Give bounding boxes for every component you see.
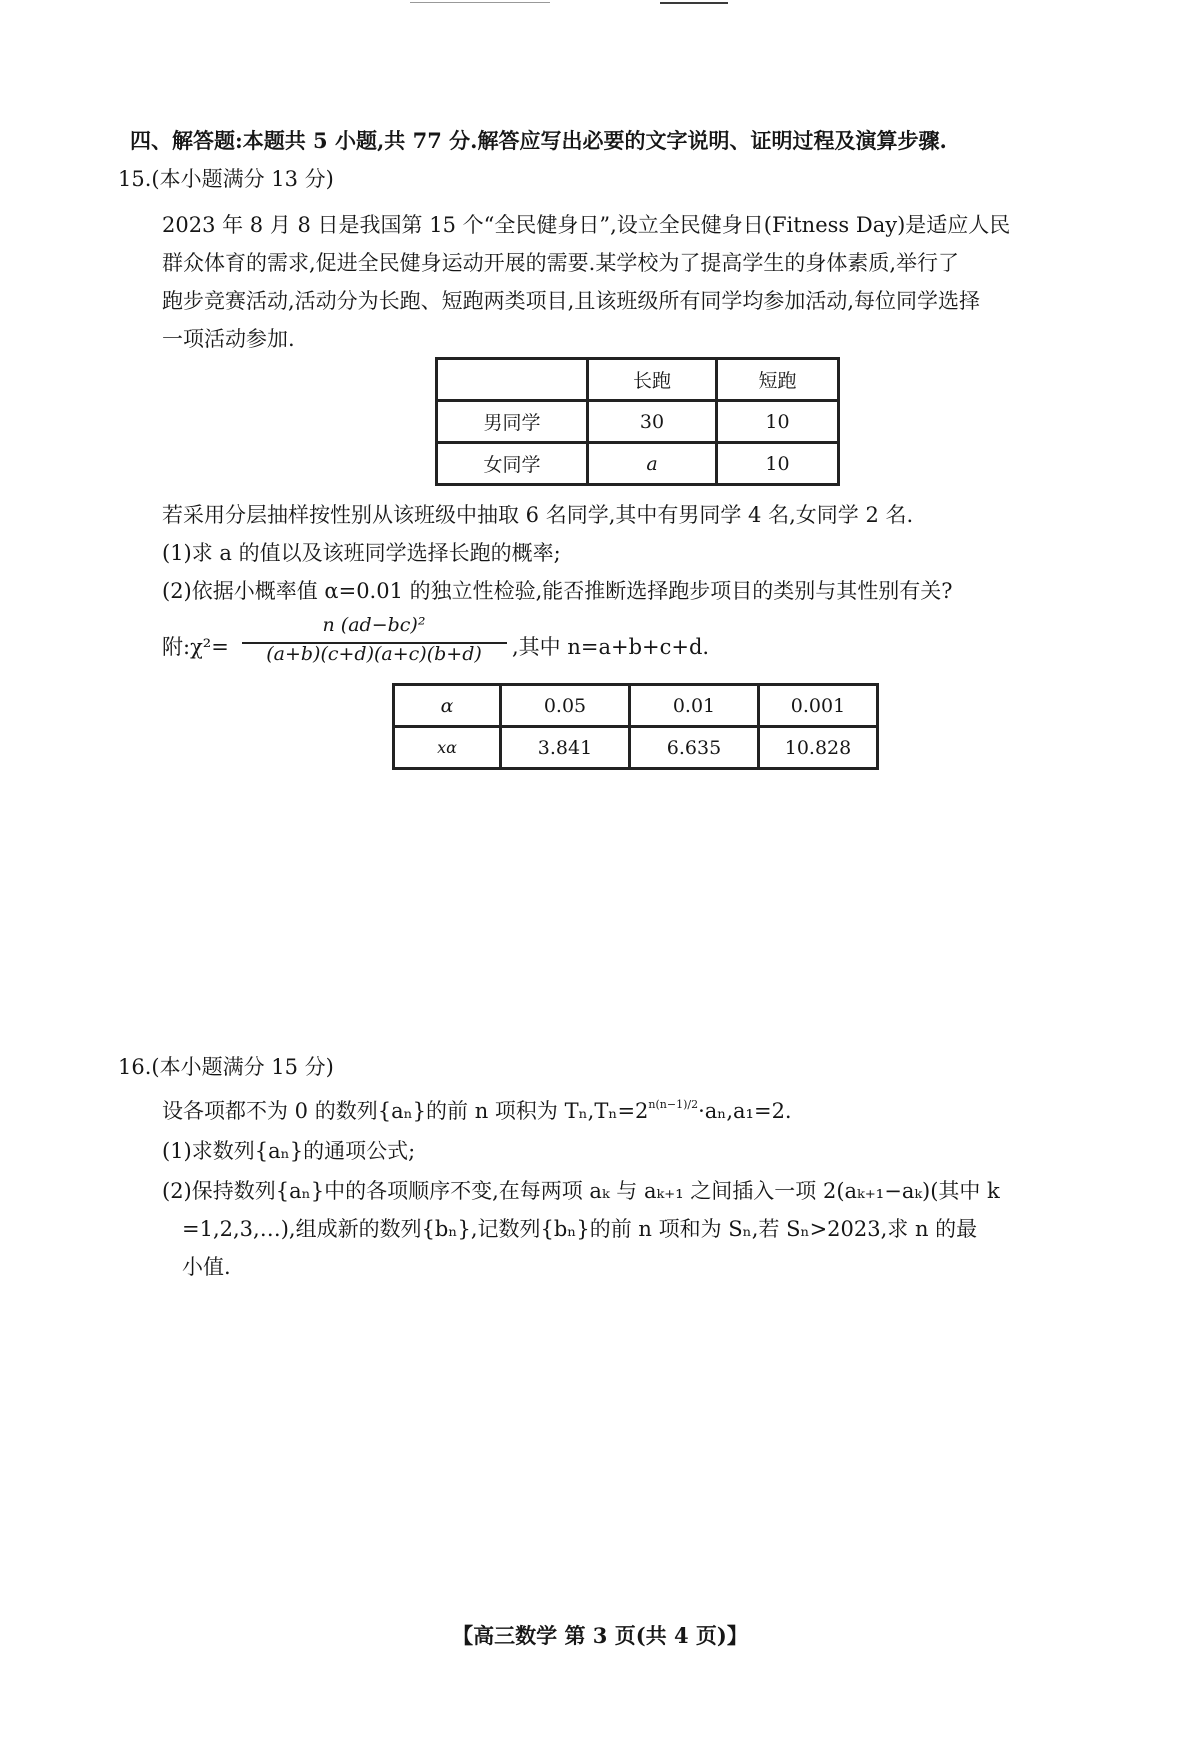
q15-para-line-2: 群众体育的需求,促进全民健身运动开展的需要.某学校为了提高学生的身体素质,举行了 — [162, 251, 960, 275]
q15-sampling: 若采用分层抽样按性别从该班级中抽取 6 名同学,其中有男同学 4 名,女同学 2 名. — [162, 503, 914, 527]
chi-square-formula — [162, 614, 862, 674]
q15-score: (本小题满分 13 分) — [151, 167, 334, 191]
q16-intro-b: ·aₙ,a₁=2. — [698, 1099, 792, 1123]
q16-intro-a: 设各项都不为 0 的数列{aₙ}的前 n 项积为 Tₙ,Tₙ=2 — [162, 1099, 649, 1123]
q16-number: 16. — [118, 1055, 152, 1079]
alpha-value: 0.05 — [501, 685, 630, 727]
q16-exponent: n(n−1)/2 — [648, 1098, 699, 1111]
critical-value: 3.841 — [501, 727, 630, 769]
table-row — [437, 401, 839, 443]
table-corner-cell — [437, 359, 588, 401]
q15-header — [118, 164, 334, 194]
cell-male-long: 30 — [588, 401, 717, 443]
alpha-value: 0.01 — [630, 685, 759, 727]
critical-value: 10.828 — [759, 727, 878, 769]
x-alpha-label: xα — [394, 727, 501, 769]
formula-denominator: (a+b)(c+d)(a+c)(b+d) — [266, 643, 482, 665]
q16-score: (本小题满分 15 分) — [151, 1055, 334, 1079]
q16-header — [118, 1052, 334, 1082]
q15-contingency-table — [435, 357, 840, 486]
q16-part2-line2: =1,2,3,…),组成新的数列{bₙ},记数列{bₙ}的前 n 项和为 Sₙ,若 Sₙ>2023,求 n 的最 — [182, 1217, 978, 1241]
q16-part2-line3: 小值. — [182, 1255, 231, 1279]
q15-part1: (1)求 a 的值以及该班同学选择长跑的概率; — [162, 541, 561, 565]
formula-suffix: ,其中 n=a+b+c+d. — [512, 635, 710, 659]
q16-intro — [162, 1096, 792, 1126]
q15-para-line-1: 2023 年 8 月 8 日是我国第 15 个“全民健身日”,设立全民健身日(Fitness Day)是适应人民 — [162, 213, 1011, 237]
row-label-female: 女同学 — [437, 443, 588, 485]
q15-number: 15. — [118, 167, 152, 191]
q15-para-line-3: 跑步竞赛活动,活动分为长跑、短跑两类项目,且该班级所有同学均参加活动,每位同学选择 — [162, 289, 981, 313]
q15-part2: (2)依据小概率值 α=0.01 的独立性检验,能否推断选择跑步项目的类别与其性别有关? — [162, 579, 953, 603]
page-footer: 【高三数学 第 3 页(共 4 页)】 — [452, 1623, 748, 1648]
formula-prefix: 附:χ²= — [162, 635, 229, 659]
cell-female-long: a — [588, 443, 717, 485]
q15-para-line-4: 一项活动参加. — [162, 327, 295, 351]
cell-male-short: 10 — [717, 401, 839, 443]
section-heading: 四、解答题:本题共 5 小题,共 77 分.解答应写出必要的文字说明、证明过程及演算步骤. — [130, 128, 947, 153]
header-long-run: 长跑 — [588, 359, 717, 401]
formula-numerator: n (ad−bc)² — [322, 614, 426, 636]
critical-value-table — [392, 683, 879, 770]
table-header-row — [437, 359, 839, 401]
table-row — [437, 443, 839, 485]
q16-part2-line1: (2)保持数列{aₙ}中的各项顺序不变,在每两项 aₖ 与 aₖ₊₁ 之间插入一项 2(aₖ₊₁−aₖ)(其中 k — [162, 1179, 1000, 1203]
scan-mark-left — [410, 2, 550, 3]
q16-part1: (1)求数列{aₙ}的通项公式; — [162, 1139, 416, 1163]
alpha-label: α — [394, 685, 501, 727]
critical-value: 6.635 — [630, 727, 759, 769]
table-row — [394, 685, 878, 727]
cell-female-short: 10 — [717, 443, 839, 485]
scan-mark-right — [660, 2, 728, 4]
row-label-male: 男同学 — [437, 401, 588, 443]
header-short-run: 短跑 — [717, 359, 839, 401]
table-row — [394, 727, 878, 769]
alpha-value: 0.001 — [759, 685, 878, 727]
